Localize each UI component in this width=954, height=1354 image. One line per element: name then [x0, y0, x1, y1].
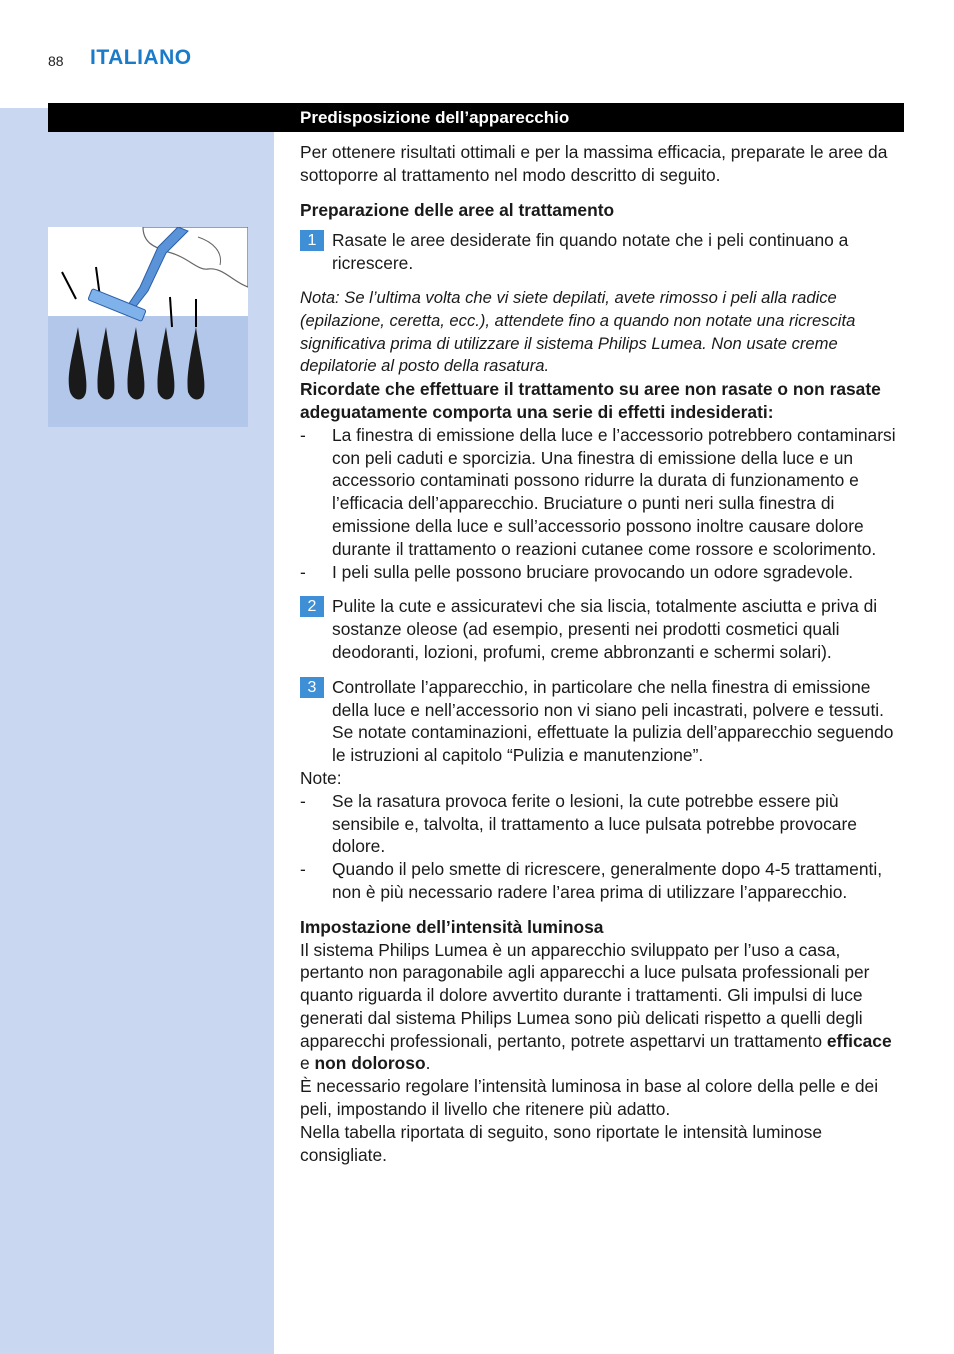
step-number-badge: 1 [300, 230, 324, 251]
bold-efficace: efficace [826, 1030, 892, 1051]
list-item [300, 790, 906, 858]
intensity-heading: Impostazione dell’intensità luminosa [300, 916, 604, 937]
step-number-badge: 3 [300, 677, 324, 698]
step-3 [300, 676, 906, 767]
list-item-text: Quando il pelo smette di ricrescere, generalmente dopo 4-5 trattamenti, non è più necessario radere l’area prima di utilizzare l’apparecchio. [332, 859, 883, 902]
step-text: Rasate le aree desiderate fin quando notate che i peli continuano a ricrescere. [332, 230, 849, 274]
bullet-dash: - [300, 424, 306, 445]
period: . [425, 1053, 431, 1074]
bold-non-doloroso: non doloroso [314, 1053, 426, 1074]
step-2 [300, 595, 906, 663]
intensity-text: Il sistema Philips Lumea è un apparecchio sviluppato per l’uso a casa, pertanto non paragonabile agli apparecchi a luce pulsata professionali per quanto riguarda il dolore avvertito durante i trattamenti. Gli impulsi di luce generati dal sistema Philips Lumea sono più delicati rispetto a quelli degli apparecchi professionali, pertanto, potrete aspettarvi un trattamento [300, 939, 870, 1051]
prep-heading: Preparazione delle aree al trattamento [300, 199, 615, 220]
step-text: Controllate l’apparecchio, in particolare che nella finestra di emissione della luce e nell’accessorio non vi siano peli incastrati, polvere e tessuti. Se notate contaminazioni, effettuate la pulizia dell’apparecchio seguendo le istruzioni al capitolo “Pulizia e manutenzione”. [332, 676, 894, 766]
bullet-dash: - [300, 561, 306, 582]
intensity-paragraph [300, 939, 906, 1076]
list-item-text: I peli sulla pelle possono bruciare provocando un odore sgradevole. [332, 561, 854, 582]
list-item-text: La finestra di emissione della luce e l’accessorio potrebbero contaminarsi con peli caduti e sporcizia. Una finestra di emissione della luce e un accessorio contaminati possono ridurre la durata di funzionamento e l’efficacia dell’apparecchio. Bruciature o punti neri sulla finestra di emissione della luce e sull’accessorio possono inoltre causare dolore durante il trattamento o reazioni cutanee come rossore e scolorimento. [332, 424, 896, 559]
intensity-paragraph-3: Nella tabella riportata di seguito, sono riportate le intensità luminose consigliate. [300, 1121, 823, 1165]
step-text: Pulite la cute e assicuratevi che sia liscia, totalmente asciutta e priva di sostanze oleose (ad esempio, presenti nei prodotti cosmetici quali deodoranti, lozioni, profumi, creme abbronzanti e schermi solari). [332, 596, 878, 662]
conjunction: e [300, 1053, 315, 1074]
step-number-badge: 2 [300, 596, 324, 617]
warning-text: Ricordate che effettuare il trattamento su aree non rasate o non rasate adeguatamente comporta una serie di effetti indesiderati: [300, 379, 881, 422]
list-item-text: Se la rasatura provoca ferite o lesioni, la cute potrebbe essere più sensibile e, talvolta, il trattamento a luce pulsata potrebbe provocare dolore. [332, 790, 857, 857]
section-title: Predisposizione dell’apparecchio [300, 108, 570, 127]
main-content [300, 141, 906, 1166]
razor-shaving-hair-illustration [48, 227, 248, 427]
language-heading: ITALIANO [90, 46, 192, 69]
list-item [300, 561, 906, 584]
page-number: 88 [48, 53, 64, 69]
bullet-dash: - [300, 790, 306, 811]
intro-paragraph: Per ottenere risultati ottimali e per la massima efficacia, preparate le aree da sottoporre al trattamento nel modo descritto di seguito. [300, 142, 888, 185]
note-italic: Nota: Se l’ultima volta che vi siete depilati, avete rimosso i peli alla radice (epilazione, ceretta, ecc.), attendete fino a quando non notate una ricrescita significativa prima di utilizzare il sistema Philips Lumea. Non usate creme depilatorie al posto della rasatura. [300, 287, 856, 376]
list-item [300, 858, 906, 904]
notes-label: Note: [300, 767, 342, 788]
list-item [300, 424, 906, 561]
intensity-paragraph-2: È necessario regolare l’intensità luminosa in base al colore della pelle e dei peli, impostando il livello che ritenere più adatto. [300, 1076, 879, 1120]
step-1 [300, 229, 906, 275]
bullet-dash: - [300, 859, 306, 880]
